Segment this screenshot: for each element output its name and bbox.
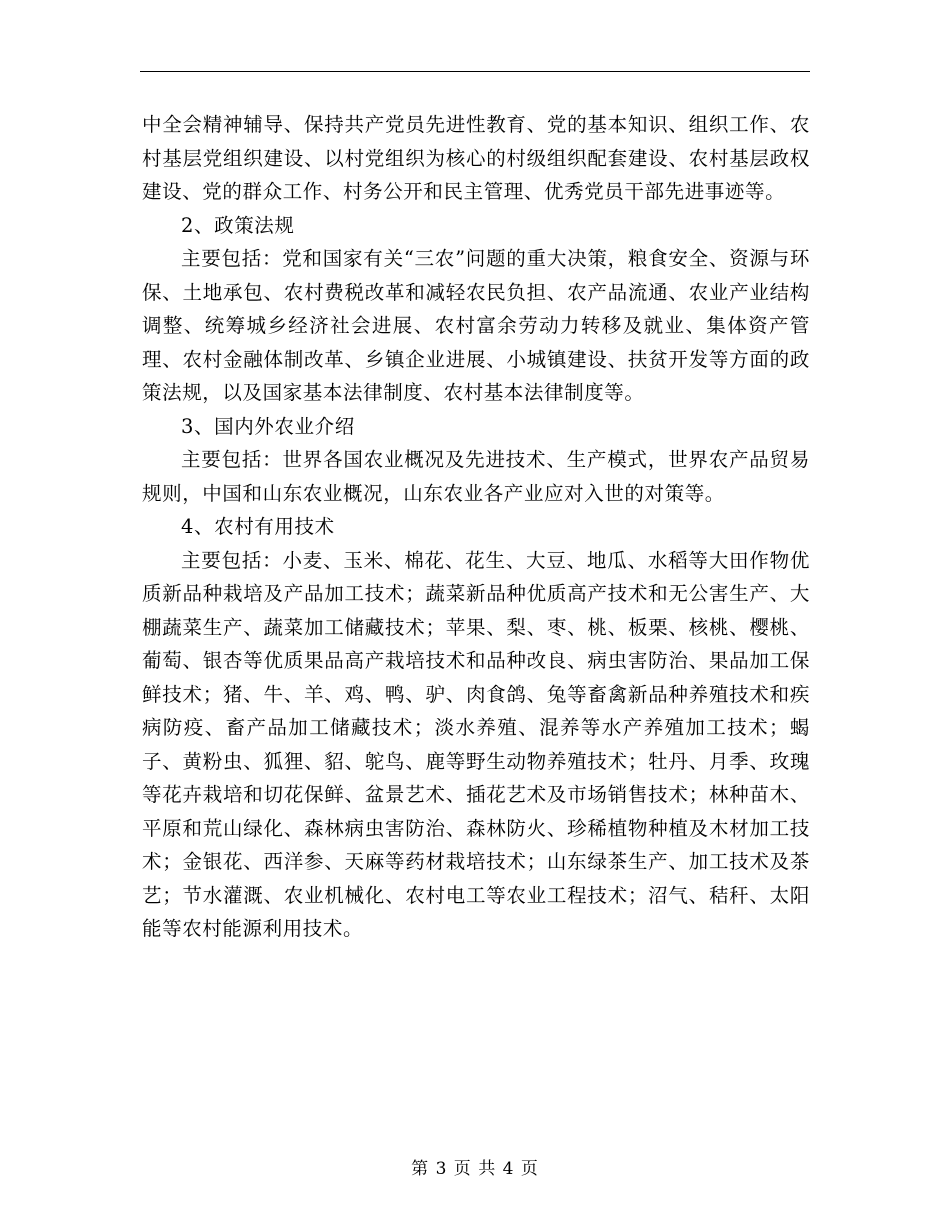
- page-footer: 第 3 页 共 4 页: [411, 1159, 539, 1179]
- paragraph-continuation: 中全会精神辅导、保持共产党员先进性教育、党的基本知识、组织工作、农村基层党组织建设、以村党组织为核心的村级组织配套建设、农村基层政权建设、党的群众工作、村务公开和民主管理、优秀党员干部先进事迹等。: [142, 113, 810, 203]
- document-body: [142, 108, 810, 946]
- paragraph-policy: 主要包括：党和国家有关“三农”问题的重大决策，粮食安全、资源与环保、土地承包、农村费税改革和减轻农民负担、农产品流通、农业产业结构调整、统筹城乡经济社会进展、农村富余劳动力转移及就业、集体资产管理、农村金融体制改革、乡镇企业进展、小城镇建设、扶贫开发等方面的政策法规，以及国家基本法律制度、农村基本法律制度等。: [142, 247, 810, 404]
- header-rule: [140, 71, 810, 72]
- section-heading-rural-tech: 4、农村有用技术: [181, 515, 335, 538]
- section-heading-agriculture-intro: 3、国内外农业介绍: [181, 414, 355, 438]
- paragraph-agriculture-intro: 主要包括：世界各国农业概况及先进技术、生产模式，世界农产品贸易规则，中国和山东农业概况，山东农业各产业应对入世的对策等。: [142, 448, 810, 505]
- paragraph-rural-tech: 主要包括：小麦、玉米、棉花、花生、大豆、地瓜、水稻等大田作物优质新品种栽培及产品加工技术；蔬菜新品种优质高产技术和无公害生产、大棚蔬菜生产、蔬菜加工储藏技术；苹果、梨、枣、桃、板栗、核桃、樱桃、葡萄、银杏等优质果品高产栽培技术和品种改良、病虫害防治、果品加工保鲜技术；猪、牛、羊、鸡、鸭、驴、肉食鸽、兔等畜禽新品种养殖技术和疾病防疫、畜产品加工储藏技术；淡水养殖、混养等水产养殖加工技术；蝎子、黄粉虫、狐狸、貂、鸵鸟、鹿等野生动物养殖技术；牡丹、月季、玫瑰等花卉栽培和切花保鲜、盆景艺术、插花艺术及市场销售技术；林种苗木、平原和荒山绿化、森林病虫害防治、森林防火、珍稀植物种植及木材加工技术；金银花、西洋参、天麻等药材栽培技术；山东绿茶生产、加工技术及茶艺；节水灌溉、农业机械化、农村电工等农业工程技术；沼气、秸秆、太阳能等农村能源利用技术。: [142, 548, 810, 940]
- section-heading-policy: 2、政策法规: [181, 213, 295, 237]
